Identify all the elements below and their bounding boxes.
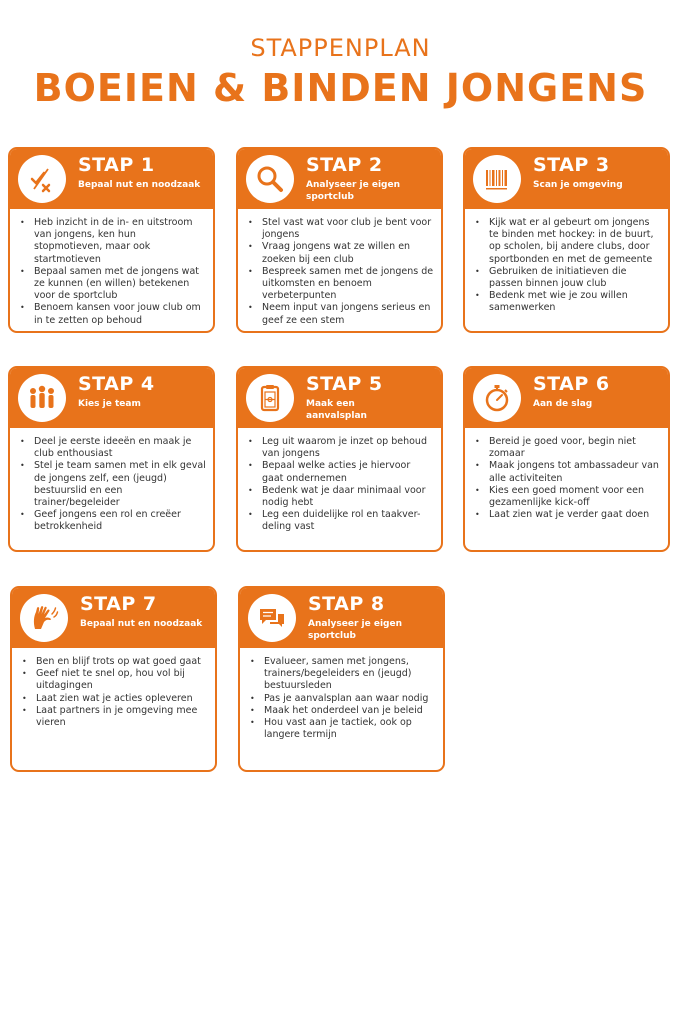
step-subtitle: Bepaal nut en noodzaak	[78, 180, 201, 190]
step-title: STAP 1	[78, 154, 155, 176]
list-item: • Kies een goed moment voor een gezamenlijke kick-off	[473, 485, 661, 509]
step-card-header	[238, 149, 441, 209]
list-item: • Hou vast aan je tactiek, ook op langere termijn	[248, 717, 436, 741]
list-item: • Heb inzicht in de in- en uitstroom van jongens, ken hun stopmotieven, maar ook startmotieven	[18, 217, 206, 266]
page-subtitle: STAPPENPLAN	[250, 34, 431, 62]
step-card-3	[463, 147, 670, 333]
list-item: • Laat zien wat je verder gaat doen	[473, 509, 661, 521]
step-card-2	[236, 147, 443, 333]
list-item: • Leg een duidelijke rol en taakver-deling vast	[246, 509, 434, 533]
list-item: • Stel je team samen met in elk geval de jongens zelf, een (jeugd) bestuurslid en een trainer/begeleider	[18, 460, 206, 509]
stopwatch-icon	[473, 374, 521, 422]
step-subtitle: Aan de slag	[533, 399, 593, 409]
step-items	[18, 217, 206, 327]
step-subtitle: Scan je omgeving	[533, 180, 623, 190]
list-item: • Pas je aanvalsplan aan waar nodig	[248, 693, 436, 705]
magnifier-icon	[246, 155, 294, 203]
list-item: • Maak jongens tot ambassadeur van alle activiteiten	[473, 460, 661, 484]
step-card-header	[465, 368, 668, 428]
high-five-icon	[20, 594, 68, 642]
list-item: • Leg uit waarom je inzet op behoud van jongens	[246, 436, 434, 460]
step-title: STAP 7	[80, 593, 157, 615]
list-item: • Bepaal welke acties je hiervoor gaat ondernemen	[246, 460, 434, 484]
step-items	[18, 436, 206, 534]
step-subtitle: Maak een aanvalsplan	[306, 399, 367, 421]
list-item: • Geef jongens een rol en creëer betrokkenheid	[18, 509, 206, 533]
step-card-header	[465, 149, 668, 209]
step-card-header	[12, 588, 215, 648]
step-subtitle: Analyseer je eigen sportclub	[306, 180, 400, 202]
list-item: • Gebruiken de initiatieven die passen binnen jouw club	[473, 266, 661, 290]
list-item: • Evalueer, samen met jongens, trainers/begeleiders en (jeugd) bestuursleden	[248, 656, 436, 693]
list-item: • Benoem kansen voor jouw club om in te zetten op behoud	[18, 302, 206, 326]
list-item: • Ben en blijf trots op wat goed gaat	[20, 656, 208, 668]
step-card-header	[10, 149, 213, 209]
step-card-header	[240, 588, 443, 648]
list-item: • Geef niet te snel op, hou vol bij uitdagingen	[20, 668, 208, 692]
step-card-8	[238, 586, 445, 772]
barcode-icon	[473, 155, 521, 203]
list-item: • Bespreek samen met de jongens de uitkomsten en benoem verbeterpunten	[246, 266, 434, 303]
step-subtitle: Bepaal nut en noodzaak	[80, 619, 203, 629]
list-item: • Laat partners in je omgeving mee vieren	[20, 705, 208, 729]
step-title: STAP 3	[533, 154, 610, 176]
clipboard-icon	[246, 374, 294, 422]
team-icon	[18, 374, 66, 422]
step-card-header	[10, 368, 213, 428]
list-item: • Vraag jongens wat ze willen en zoeken bij een club	[246, 241, 434, 265]
step-title: STAP 5	[306, 373, 383, 395]
list-item: • Bereid je goed voor, begin niet zomaar	[473, 436, 661, 460]
step-card-7	[10, 586, 217, 772]
step-items	[246, 436, 434, 534]
step-title: STAP 2	[306, 154, 383, 176]
step-items	[20, 656, 208, 729]
step-card-1	[8, 147, 215, 333]
step-items	[246, 217, 434, 327]
step-items	[473, 217, 661, 315]
list-item: • Neem input van jongens serieus en geef ze een stem	[246, 302, 434, 326]
page-title: BOEIEN & BINDEN JONGENS	[33, 66, 648, 110]
chat-bubbles-icon	[248, 594, 296, 642]
list-item: • Kijk wat er al gebeurt om jongens te binden met hockey: in de buurt, op scholen, bij andere clubs, door sportbonden en met de gemeente	[473, 217, 661, 266]
checklist-icon	[18, 155, 66, 203]
step-card-4	[8, 366, 215, 552]
step-title: STAP 4	[78, 373, 155, 395]
step-items	[473, 436, 661, 521]
step-card-6	[463, 366, 670, 552]
step-title: STAP 8	[308, 593, 385, 615]
list-item: • Maak het onderdeel van je beleid	[248, 705, 436, 717]
list-item: • Laat zien wat je acties opleveren	[20, 693, 208, 705]
list-item: • Bedenk met wie je zou willen samenwerken	[473, 290, 661, 314]
step-card-5	[236, 366, 443, 552]
step-title: STAP 6	[533, 373, 610, 395]
step-card-header	[238, 368, 441, 428]
step-subtitle: Kies je team	[78, 399, 141, 409]
list-item: • Stel vast wat voor club je bent voor jongens	[246, 217, 434, 241]
step-subtitle: Analyseer je eigen sportclub	[308, 619, 402, 641]
step-items	[248, 656, 436, 741]
list-item: • Bepaal samen met de jongens wat ze kunnen (en willen) betekenen voor de sportclub	[18, 266, 206, 303]
list-item: • Bedenk wat je daar minimaal voor nodig hebt	[246, 485, 434, 509]
list-item: • Deel je eerste ideeën en maak je club enthousiast	[18, 436, 206, 460]
